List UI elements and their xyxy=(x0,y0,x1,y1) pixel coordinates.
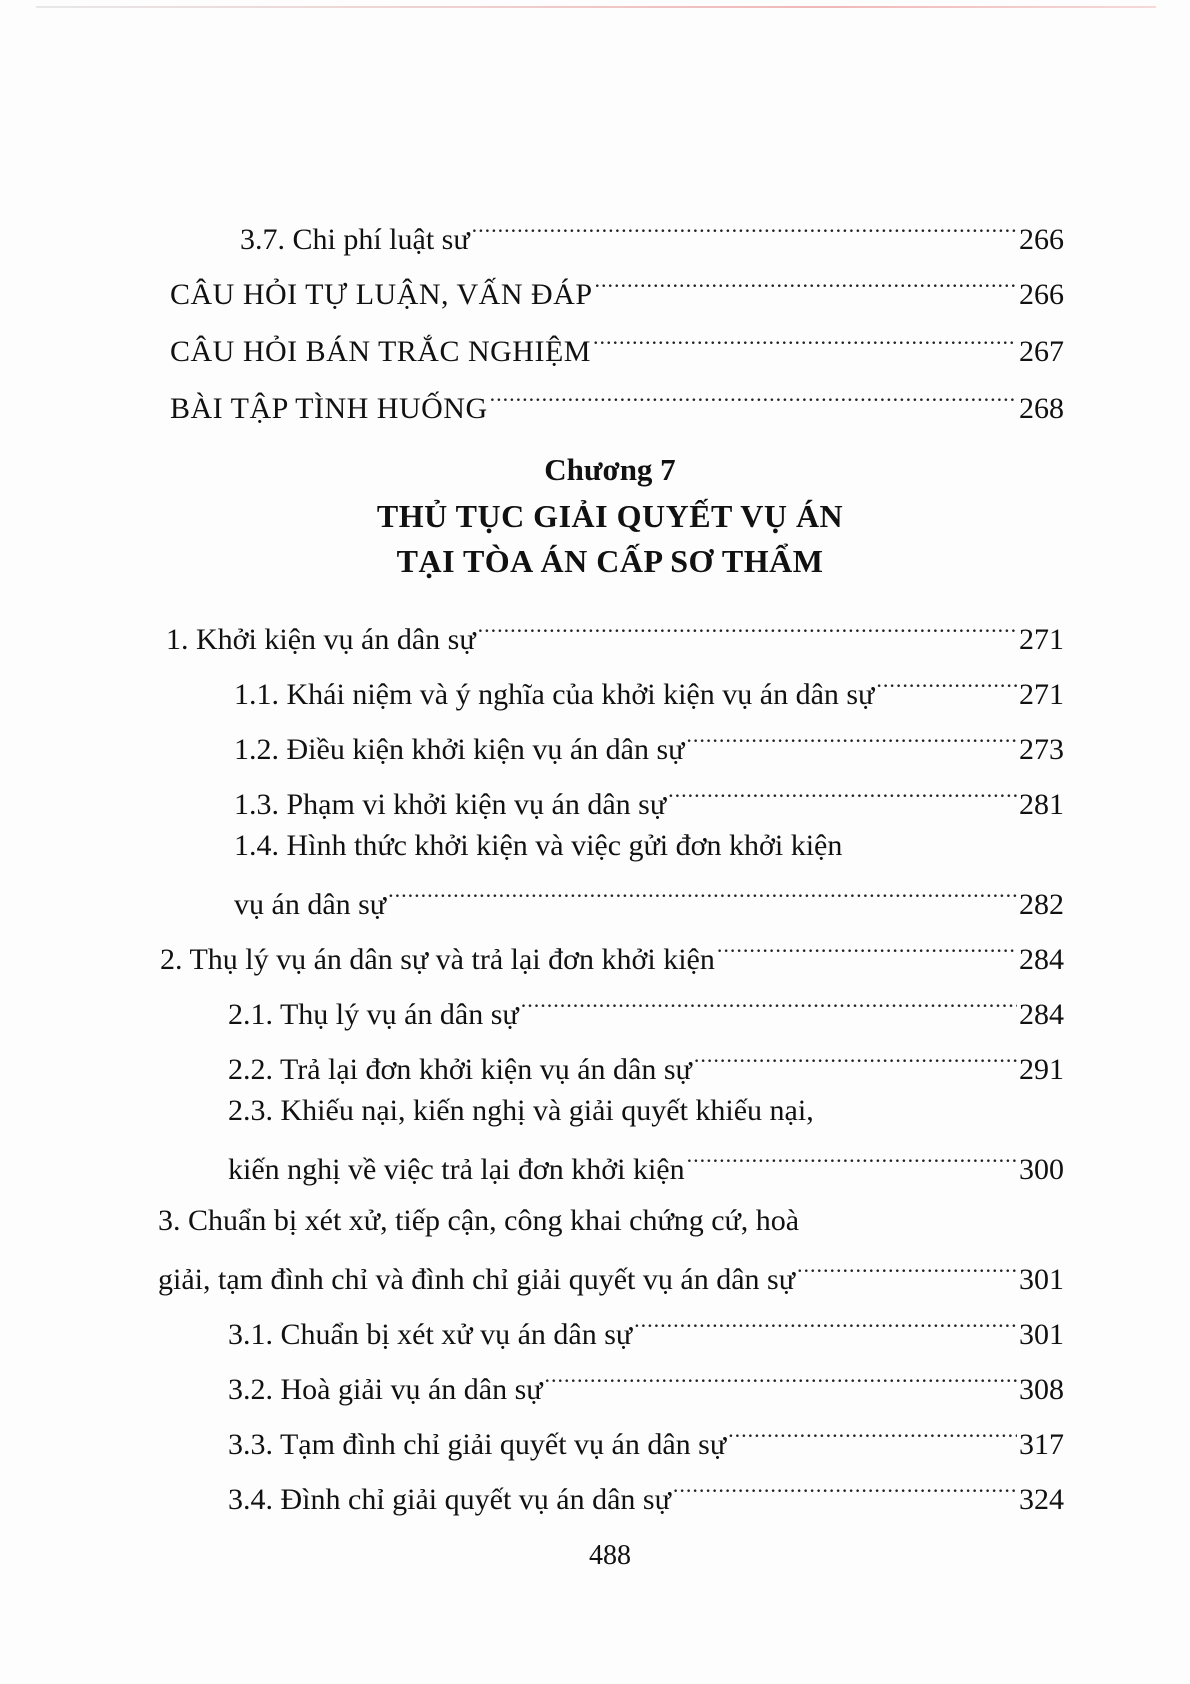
toc-entry-label: 3.1. Chuẩn bị xét xử vụ án dân sự xyxy=(228,1318,633,1351)
toc-entry[interactable] xyxy=(228,1363,1064,1408)
toc-entry-label: 1.3. Phạm vi khởi kiện vụ án dân sự xyxy=(234,788,667,821)
toc-entry[interactable] xyxy=(234,723,1064,768)
toc-entry-label: BÀI TẬP TÌNH HUỐNG xyxy=(170,392,488,425)
chapter-title-line2: TẠI TÒA ÁN CẤP SƠ THẨM xyxy=(396,543,824,579)
toc-entry-page: 267 xyxy=(1019,335,1064,368)
leader-dots xyxy=(388,878,1017,914)
toc-entry[interactable] xyxy=(228,1308,1064,1353)
toc-entry[interactable] xyxy=(228,1418,1064,1463)
toc-entry-page: 284 xyxy=(1019,998,1064,1031)
leader-dots xyxy=(490,382,1017,418)
toc-entry[interactable] xyxy=(228,988,1064,1033)
toc-entry[interactable] xyxy=(170,325,1064,370)
toc-entry-page: 273 xyxy=(1019,733,1064,766)
toc-entry-label: 2.1. Thụ lý vụ án dân sự xyxy=(228,998,519,1031)
toc-entry[interactable] xyxy=(228,1143,1064,1188)
toc-entry[interactable] xyxy=(160,933,1064,978)
toc-entry-label: 1. Khởi kiện vụ án dân sự xyxy=(166,623,476,656)
toc-entry-page: 268 xyxy=(1019,392,1064,425)
toc-entry-label: 3.4. Đình chỉ giải quyết vụ án dân sự xyxy=(228,1483,671,1516)
toc-entry-label: vụ án dân sự xyxy=(234,888,387,921)
leader-dots xyxy=(694,1043,1017,1079)
toc-entry-label: 2.2. Trả lại đơn khởi kiện vụ án dân sự xyxy=(228,1053,692,1086)
toc-entry[interactable] xyxy=(240,213,1064,258)
toc-entry-label: 1.2. Điều kiện khởi kiện vụ án dân sự xyxy=(234,733,685,766)
toc-entry[interactable] xyxy=(228,1473,1064,1518)
toc-entry[interactable] xyxy=(234,878,1064,923)
toc-entry-page: 308 xyxy=(1019,1373,1064,1406)
chapter-title-line1: THỦ TỤC GIẢI QUYẾT VỤ ÁN xyxy=(376,498,844,534)
leader-dots xyxy=(876,668,1017,704)
toc-entry-page: 301 xyxy=(1019,1318,1064,1351)
toc-entry[interactable] xyxy=(234,668,1064,713)
toc-entry-page: 271 xyxy=(1019,623,1064,656)
toc-entry-label: 2. Thụ lý vụ án dân sự và trả lại đơn khởi kiện xyxy=(160,943,715,976)
toc-entry-page: 324 xyxy=(1019,1483,1064,1516)
toc-entry-label: giải, tạm đình chỉ và đình chỉ giải quyết vụ án dân sự xyxy=(158,1263,795,1296)
toc-entry-page: 317 xyxy=(1019,1428,1064,1461)
toc-entry[interactable] xyxy=(170,382,1064,427)
toc-entry-label: 1.1. Khái niệm và ý nghĩa của khởi kiện vụ án dân sự xyxy=(234,678,875,711)
leader-dots xyxy=(797,1253,1017,1289)
toc-entry-page: 301 xyxy=(1019,1263,1064,1296)
toc-entry[interactable] xyxy=(166,613,1064,658)
leader-dots xyxy=(717,933,1017,969)
toc-entry-label: kiến nghị về việc trả lại đơn khởi kiện xyxy=(228,1153,685,1186)
toc-entry-page: 266 xyxy=(1019,223,1064,256)
toc-entry-page: 291 xyxy=(1019,1053,1064,1086)
leader-dots xyxy=(634,1308,1017,1344)
toc-entry-label: CÂU HỎI BÁN TRẮC NGHIỆM xyxy=(170,335,591,368)
toc-entry-page: 281 xyxy=(1019,788,1064,821)
toc-entry[interactable] xyxy=(234,778,1064,823)
toc-entry-label: 3.2. Hoà giải vụ án dân sự xyxy=(228,1373,543,1406)
toc-entry-label-line1: 1.4. Hình thức khởi kiện và việc gửi đơn khởi kiện xyxy=(234,829,843,862)
toc-entry-label: 3.7. Chi phí luật sư xyxy=(240,223,470,256)
leader-dots xyxy=(521,988,1017,1024)
toc-entry-label-line1: 2.3. Khiếu nại, kiến nghị và giải quyết khiếu nại, xyxy=(228,1094,814,1127)
leader-dots xyxy=(545,1363,1017,1399)
toc-entry[interactable] xyxy=(228,1043,1064,1088)
leader-dots xyxy=(478,613,1017,649)
leader-dots xyxy=(595,268,1017,304)
leader-dots xyxy=(668,778,1017,814)
toc-entry-label: CÂU HỎI TỰ LUẬN, VẤN ĐÁP xyxy=(170,278,593,311)
chapter-label: Chương 7 xyxy=(544,452,676,487)
page-top-edge xyxy=(36,6,1156,8)
toc-entry-page: 282 xyxy=(1019,888,1064,921)
toc-entry-page: 300 xyxy=(1019,1153,1064,1186)
leader-dots xyxy=(686,723,1017,759)
leader-dots xyxy=(593,325,1017,361)
toc-entry-label-line1: 3. Chuẩn bị xét xử, tiếp cận, công khai chứng cứ, hoà xyxy=(158,1204,800,1237)
toc-entry-page: 271 xyxy=(1019,678,1064,711)
leader-dots xyxy=(728,1418,1017,1454)
leader-dots xyxy=(687,1143,1017,1179)
leader-dots xyxy=(472,213,1017,249)
leader-dots xyxy=(673,1473,1017,1509)
toc-entry-page: 284 xyxy=(1019,943,1064,976)
page-number: 488 xyxy=(589,1540,631,1571)
toc-entry-page: 266 xyxy=(1019,278,1064,311)
toc-entry[interactable] xyxy=(158,1253,1064,1298)
toc-entry[interactable] xyxy=(170,268,1064,313)
toc-entry-label: 3.3. Tạm đình chỉ giải quyết vụ án dân sự xyxy=(228,1428,727,1461)
